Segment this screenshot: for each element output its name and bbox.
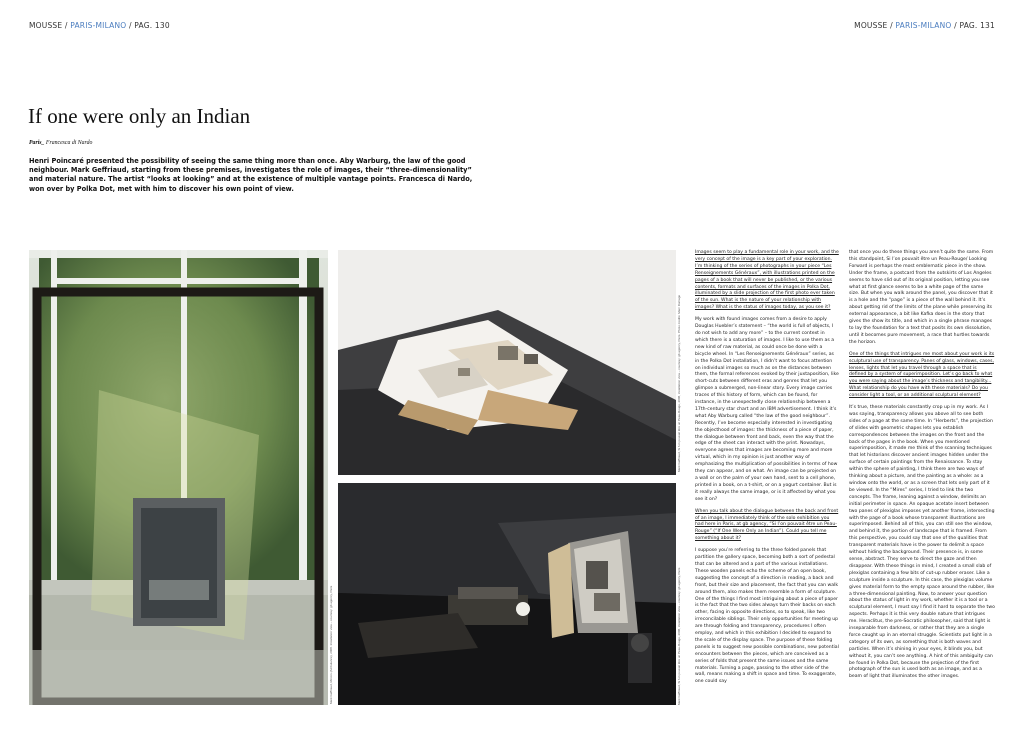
folio-separator: / xyxy=(126,21,135,30)
byline-city: Paris_ xyxy=(29,140,45,146)
interview-answer: It’s true, these materials constantly crop up in my work. As I was saying, transparency allows you above all to see both sides of a page at the same time. In “Herberts”, the projection of slides with geometric shapes lets you establish correspondences between the images on the front and the back of the pages in the book. When you mentioned superimposition, it made me think of the scanning techniques that let historians discover ancient images hidden under the surface of certain paintings from the Renaissance. To stay within the sphere of painting, I think there are two ways of thinking about a picture, and the painting as a whole: as a window onto the world, or as a screen that lets only part of it be viewed. In the “Mires” series, I tried to link the two concepts. The frame, leaning against a window, delimits an initial perimeter in space. An opaque acetate insert between two panes of plexiglas imposes yet another frame, intersecting with the page of a book whose transparent illustrations are superimposed. Behind all of this, you can still see the window, and behind it, the portion of landscape that is framed. From this perspective, you could say that one of the qualities that transparent materials have is the power to delimit a space without hiding the background. Their presence is, in some sense, abstract. They serve to direct the gaze and then disappear. With these things in mind, I created a small slab of plexiglas containing a few bits of cut-up rubber eraser. Like a sculpture inside a sculpture. In this case, the plexiglas volume gives material form to the empty space around the rubber, like a three-dimensional painting. Now, to answer your question about the status of light in my work, whether it is a tool or a sculptural element, I must say I find it hard to separate the two aspects. Perhaps it is this very double nature that intrigues me. Heraclitus, the pre-Socratic philosopher, said that light is inseparable from darkness, or rather that they are a single force caught up in an eternal struggle. Scientists put light in a category of its own, as something that is both waves and particles. When it’s shining in your eyes, it blinds you, but without it, you can’t see anything. A hint of this ambiguity can be found in Polka Dot, because the projection of the first photograph of the sun is used both as an image, and as a beam of light that illuminates the other images. xyxy=(849,405,995,680)
folio-separator: / xyxy=(951,21,960,30)
folio-magazine: MOUSSE xyxy=(29,21,63,30)
interview-answer: My work with found images comes from a desire to apply Douglas Huebler’s statement – “the world is full of objects, I do not wish to add any more” – to the current context in which there is a saturation of images. I like to use them as a new kind of raw material, as could once be done with a bicycle wheel. In “Les Renseignements Généraux” series, as in the Polka Dot installation, I didn’t want to focus attention on individual images so much as on the distances between them, the formal references evoked by their juxtaposition, like short-cuts between different eras and genres that let you glimpse a submerged, non-linear story. Every image carries traces of this history of form, which can be found, for instance, in the unexpectedly close relationship between a 17th-century star chart and an IBM advertisement. I think it’s what Aby Warburg called “the law of the good neighbour”. Recently, I’ve become especially interested in investigating the objecthood of images: the thickness of a piece of paper, the dialogue between front and back, even the way that the edge of the sheet can interact with the print. Nowadays, everyone agrees that images are becoming more and more virtual, which in my opinion is just another way of emphasizing the multiplication of possibilities in terms of how they can appear, and on what. An image can be projected on a wall or on the palm of your own hand, sent to a cell phone, printed in a book, on a t-shirt, or on a yogurt container. But is it really always the same image, or is it affected by what you see it on? xyxy=(695,317,839,502)
folio-page: PAG. 130 xyxy=(134,21,170,30)
photo-folded-panels xyxy=(338,250,676,475)
interview-answer: that once you do these things you aren’t quite the same. From this standpoint, Si l’on pouvait être un Peau-Rouge/ Looking Forward is perhaps the most emblematic piece in the show. Under the frame, a postcard from the outskirts of Los Angeles seems to have slid out of its original position, letting you see what at first glance seems to be a white page of the same size. But when you walk around the panel, you discover that it is a hole and the “page” is a piece of the wall behind it. It’s about getting rid of the limits of the plane while preserving its external appearance, a bit like Kafka does in the story that gives the show its title, and which in a single phrase manages to lay the foundation for a text that posits its own dissolution, until it becomes pure movement, a race that hurtles towards the horizon. xyxy=(849,250,994,345)
photo-mirrors xyxy=(29,250,328,705)
folio-separator: / xyxy=(887,21,896,30)
folio-left xyxy=(29,21,170,30)
interview-question: One of the things that intrigues me most about your work is its sculptural use of transparency. Panes of glass, windows, cases, lenses, lights that let you travel through a space that is defined by a system of superimposition. Let’s go back to what you were saying about the image’s thickness and tangibility... What relationship do you have with these materials? Do you consider light a tool, or an additional sculptural element? xyxy=(849,351,995,399)
interview-question: Images seem to play a fundamental role in your work, and the very concept of the image is a key part of your exploration. I’m thinking of the series of photographs in your piece “Les Renseignements Généraux”, with illustrations printed on the pages of a book that will never be published, or the various contents, formats and surfaces of the images in Polka Dot, illuminated by a slide projection of the first photo ever taken of the sun. What is the nature of your relationship with images? What is the status of images today, as you see it? xyxy=(695,250,839,311)
body-column-2 xyxy=(849,250,995,686)
folio-separator: / xyxy=(62,21,71,30)
photo-projector-room xyxy=(338,483,676,705)
photo-credit: Mark Geffriaud, Mirrors (Ambulance), 2008. Installation view – courtesy: gb agency, Paris xyxy=(329,585,333,704)
interview-question: When you talk about the dialogue between the back and front of an image, I immediately think of the solo exhibition you had here in Paris, at gb agency, “Si l’on pouvait être un Peau-Rouge” (“If One Were Only an Indian”). Could you tell me something about it? xyxy=(695,508,839,542)
intro-paragraph: Henri Poincaré presented the possibility of seeing the same thing more than once. Aby Warburg, the law of the good neighbour. Mark Geffriaud, starting from these premises, investigates the role of images, their “three-dimensionality” and material nature. The artist “looks at looking” and at the existence of multiple vantage points. Francesca di Nardo, won over by Polka Dot, met with him to discover his own point of view. xyxy=(29,157,473,193)
body-column-1 xyxy=(695,250,839,691)
folio-magazine: MOUSSE xyxy=(854,21,888,30)
byline-author: Francesca di Nardo xyxy=(45,140,93,146)
interview-answer: I suppose you’re referring to the three folded panels that partition the gallery space, becoming both a sort of pedestal that can be altered and a part of the various installations. These wooden panels echo the scheme of an open book, suggesting the concept of a direction in reading, a back and front, but their size and placement, the fact that you can walk around them, also makes them resemble a form of sculpture. One of the things I find most intriguing about a piece of paper is the fact that the two sides always turn their backs on each other, facing in opposite directions, so to speak, like two irreconcilable siblings. Their only opportunities for meeting up are through folding and transparency, procedures I often employ, and which in this exhibition I decided to expand to the scale of the display space. The purpose of these folding panels is to suggest new possible combinations, new potential encounters between the pieces, which are conceived as a series of folds that present the same issues and the same materials. Turning a page, passing to the other side of the wall, means making a shift in space and time. To exaggerate, one could say xyxy=(695,548,839,685)
folio-section: PARIS-MILANO xyxy=(70,21,127,30)
folio-page: PAG. 131 xyxy=(959,21,995,30)
folio-section: PARIS-MILANO xyxy=(895,21,952,30)
photo-credit: Mark Geffriaud, Si l'on pouvait être un Peau-Rouge, 2008, installation view – courtesy: gb agency, Paris xyxy=(677,567,681,705)
folio-right xyxy=(854,21,995,30)
article-title: If one were only an Indian xyxy=(28,104,251,128)
photo-credit: Mark Geffriaud, Si l'on pouvait être un Peau-Rouge, 2008, installation view – courtesy: gb agency, Paris. Photo credits: Marc Domage xyxy=(677,294,681,472)
byline xyxy=(29,140,92,146)
